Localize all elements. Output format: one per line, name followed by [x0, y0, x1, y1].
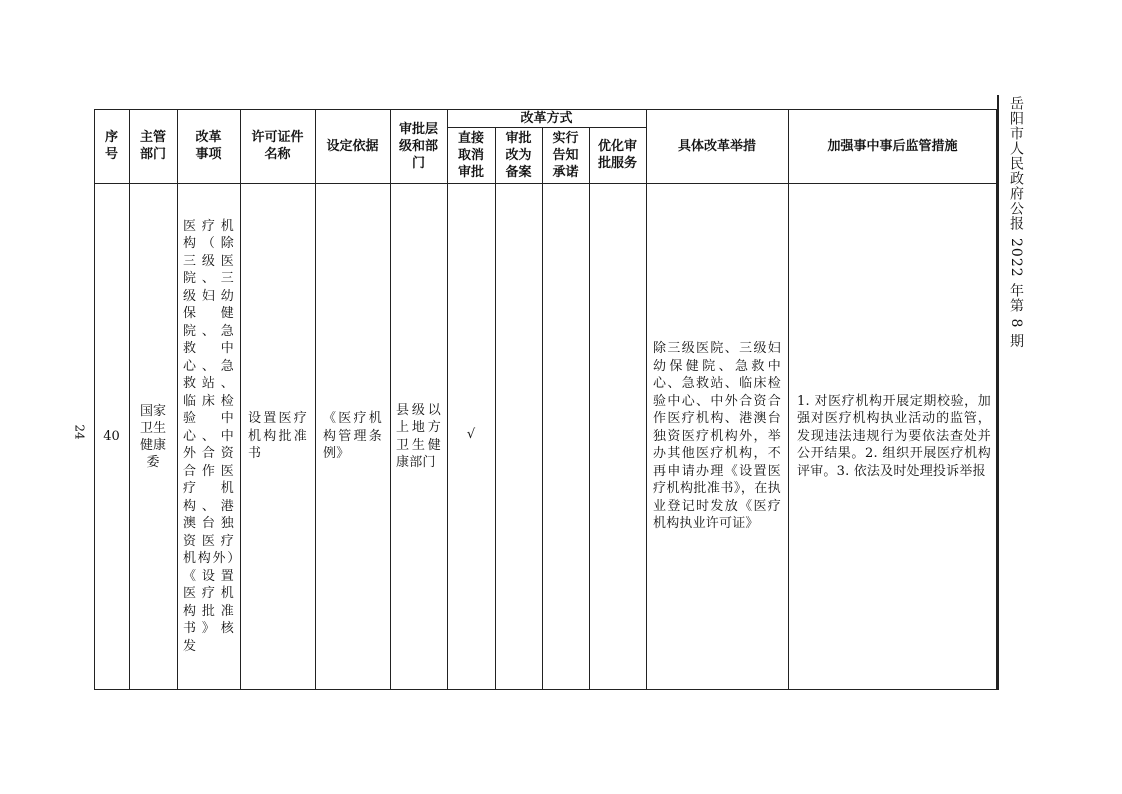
row-seq [94, 183, 129, 690]
header-supervision [788, 109, 997, 183]
page-number: 24 [72, 424, 87, 440]
header-seq [94, 109, 129, 183]
header-mode-record [495, 127, 542, 183]
header-measures [646, 109, 788, 183]
row-item [177, 183, 240, 690]
header-mode-optimize [589, 127, 646, 183]
header-reform-mode [447, 109, 646, 127]
row-mode-promise [542, 183, 589, 690]
header-measures-label: 具体改革举措 [677, 138, 756, 154]
header-item-label: 改革事项 [195, 130, 222, 162]
header-mode-cancel-label: 直接取消审批 [457, 130, 484, 180]
check-mark: √ [466, 427, 476, 442]
row-level-value: 县级以上地方卫生健康部门 [396, 402, 441, 470]
header-item [177, 109, 240, 183]
row-seq-value: 40 [103, 429, 120, 444]
header-supervision-label: 加强事中事后监管措施 [827, 138, 958, 154]
row-license-value: 设置医疗机构批准书 [248, 411, 307, 462]
header-basis [315, 109, 390, 183]
header-dept [129, 109, 177, 183]
header-mode-optimize-label: 优化审批服务 [597, 139, 637, 171]
header-mode-record-label: 审批改为备案 [505, 130, 532, 180]
header-license [240, 109, 315, 183]
header-license-label: 许可证件名称 [251, 130, 304, 162]
header-rule [997, 95, 999, 690]
row-measures-value: 除三级医院、三级妇幼保健院、急救中心、急救站、临床检验中心、中外合资合作医疗机构、港澳台独资医疗机构外，举办其他医疗机构，不再申请办理《设置医疗机构批准书》，在执业登记时发放《医疗机构执业许可证》 [653, 341, 781, 532]
row-dept [129, 183, 177, 690]
running-header-publication: 岳阳市人民政府公报 [1008, 96, 1024, 231]
row-supervision-value: 1. 对医疗机构开展定期校验，加强对医疗机构执业活动的监管，发现违法违规行为要依法查处并公开结果。2. 组织开展医疗机构评审。3. 依法及时处理投诉举报 [797, 393, 991, 479]
header-basis-label: 设定依据 [326, 138, 379, 154]
header-dept-label: 主管部门 [139, 130, 166, 162]
header-mode-promise [542, 127, 589, 183]
header-mode-promise-label: 实行告知承诺 [552, 130, 579, 180]
row-item-value: 医疗机构（除三级医院、三级妇幼保健院、急救中心、急救站、临床检验中心、中外合资合作医疗机构、港澳台独资医疗机构外）《设置医疗机构批准书》核发 [183, 218, 234, 654]
header-level-label: 审批层级和部门 [398, 121, 438, 171]
row-basis-value: 《医疗机构管理条例》 [323, 411, 382, 462]
row-license [240, 183, 315, 690]
header-reform-mode-label: 改革方式 [520, 110, 573, 126]
row-mode-optimize [589, 183, 646, 690]
row-mode-record [495, 183, 542, 690]
running-header-issue: 2022 年第 8 期 [1008, 238, 1024, 349]
header-seq-label: 序号 [104, 130, 118, 162]
header-level [390, 109, 447, 183]
header-mode-cancel [447, 127, 495, 183]
row-dept-value: 国家卫生健康委 [139, 403, 166, 470]
row-measures [646, 183, 788, 690]
row-basis [315, 183, 390, 690]
row-supervision [788, 183, 997, 690]
row-mode-cancel [447, 183, 495, 690]
row-level [390, 183, 447, 690]
